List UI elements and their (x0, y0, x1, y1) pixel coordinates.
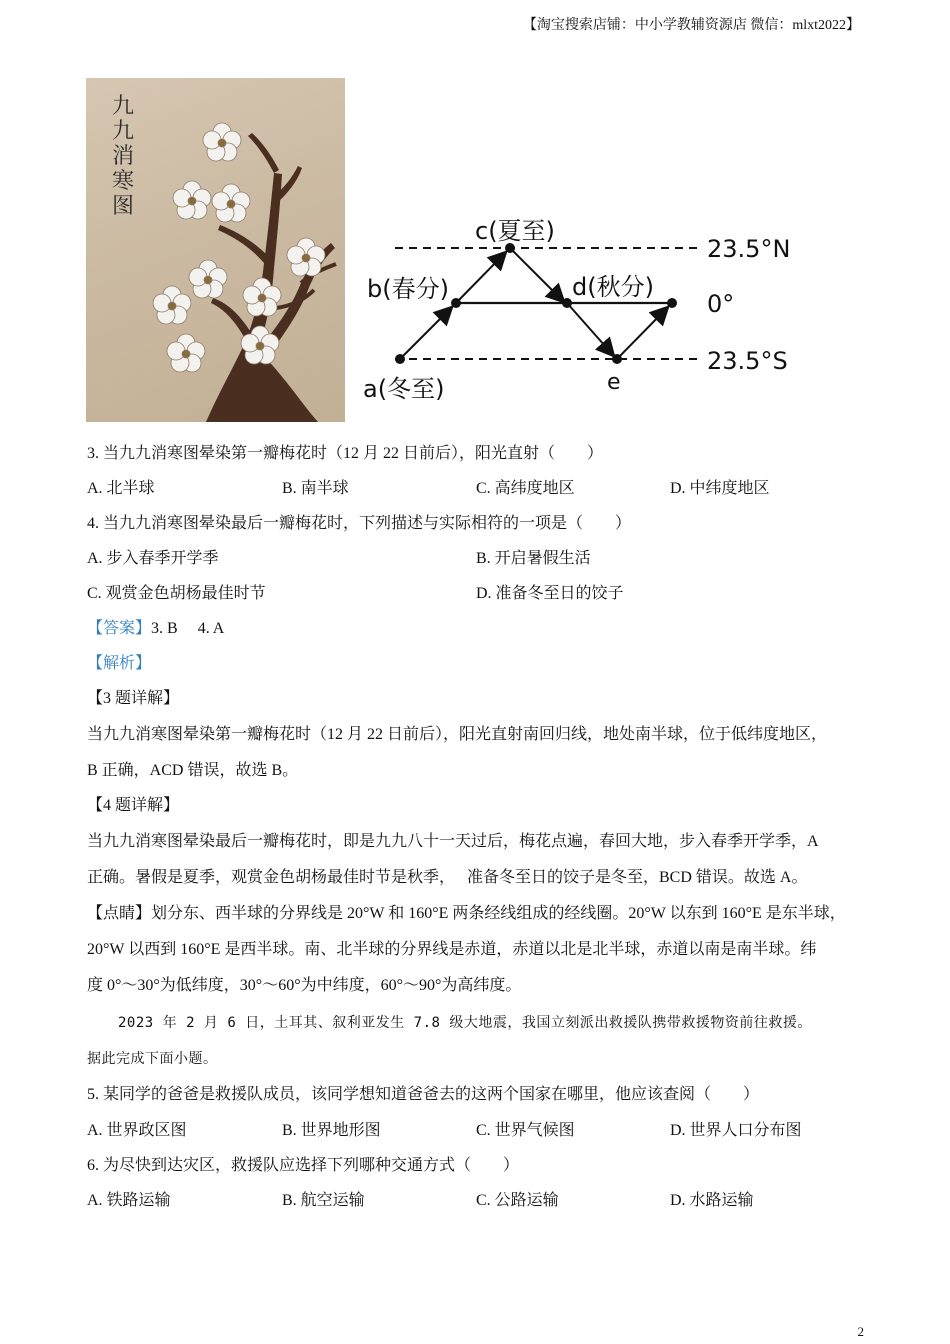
q3-option-b: B. 南半球 (282, 480, 349, 497)
detail3-line-1: 当九九消寒图晕染第一瓣梅花时（12 月 22 日前后），阳光直射南回归线，地处南半球，位于低纬度地区， (87, 726, 828, 743)
passage-line-2: 据此完成下面小题。 (87, 1051, 218, 1067)
q5-option-d: D. 世界人口分布图 (670, 1122, 802, 1139)
q6-option-b: B. 航空运输 (282, 1192, 365, 1209)
q5-option-a: A. 世界政区图 (87, 1122, 187, 1139)
answer-line (87, 615, 224, 638)
q6-stem: 6. 为尽快到达灾区，救援队应选择下列哪种交通方式（ ） (87, 1157, 520, 1174)
q3-option-c: C. 高纬度地区 (476, 480, 575, 497)
point-a (395, 354, 405, 364)
detail4-line-2: 正确。暑假是夏季，观赏金色胡杨最佳时节是秋季， 准备冬至日的饺子是冬至，BCD 错误。故选 A。 (87, 869, 808, 886)
q3-option-d: D. 中纬度地区 (670, 480, 770, 497)
detail4-line-1: 当九九消寒图晕染最后一瓣梅花时，即是九九八十一天过后，梅花点遍，春回大地，步入春季开学季，A (87, 833, 819, 850)
q4-option-b: B. 开启暑假生活 (476, 550, 591, 567)
tip-text-1: 划分东、西半球的分界线是 20°W 和 160°E 两条经线组成的经线圈。20°W 以东到 160°E 是东半球， (151, 905, 846, 922)
q6-option-a: A. 铁路运输 (87, 1192, 171, 1209)
label-equator: 0° (707, 290, 735, 318)
q4-option-a: A. 步入春季开学季 (87, 550, 219, 567)
label-c: c(夏至) (475, 217, 555, 245)
subsolar-point-diagram (355, 205, 815, 415)
answer-tag: 【答案】 (87, 620, 152, 637)
q5-stem: 5. 某同学的爸爸是救援队成员，该同学想知道爸爸去的这两个国家在哪里，他应该查阅（ ） (87, 1086, 760, 1103)
point-d (562, 298, 572, 308)
q5-option-b: B. 世界地形图 (282, 1122, 381, 1139)
q6-option-c: C. 公路运输 (476, 1192, 559, 1209)
q3-stem: 3. 当九九消寒图晕染第一瓣梅花时（12 月 22 日前后），阳光直射（ ） (87, 445, 604, 462)
tip-line-3: 度 0°～30°为低纬度，30°～60°为中纬度，60°～90°为高纬度。 (87, 977, 522, 994)
point-b (451, 298, 461, 308)
q4-option-d: D. 准备冬至日的饺子 (476, 585, 624, 602)
label-b: b(春分) (367, 275, 449, 303)
label-d: d(秋分) (572, 273, 654, 301)
point-end (667, 298, 677, 308)
q6-option-d: D. 水路运输 (670, 1192, 754, 1209)
page-number: 2 (857, 1324, 864, 1339)
plum-branch-illustration (86, 78, 345, 422)
label-e: e (607, 370, 621, 395)
label-23-5-n: 23.5°N (707, 235, 791, 263)
page-header: 【淘宝搜索店铺：中小学教辅资源店 微信：mlxt2022】 (522, 18, 860, 33)
q4-option-c: C. 观赏金色胡杨最佳时节 (87, 585, 266, 602)
point-e (612, 354, 622, 364)
label-23-5-s: 23.5°S (707, 347, 788, 375)
detail4-tag: 【4 题详解】 (87, 797, 180, 814)
tip-tag: 【点睛】 (87, 905, 152, 922)
nine-nines-winter-painting (86, 78, 345, 422)
tip-line-1 (87, 900, 846, 923)
passage-line-1: 2023 年 2 月 6 日，土耳其、叙利亚发生 7.8 级大地震，我国立刻派出救援队携带救援物资前往救援。 (118, 1015, 812, 1031)
answer-text: 3. B 4. A (151, 620, 225, 637)
analysis-tag: 【解析】 (87, 655, 152, 672)
detail3-line-2: B 正确，ACD 错误，故选 B。 (87, 762, 299, 779)
label-a: a(冬至) (363, 375, 445, 403)
q5-option-c: C. 世界气候图 (476, 1122, 575, 1139)
q3-option-a: A. 北半球 (87, 480, 155, 497)
tip-line-2: 20°W 以西到 160°E 是西半球。南、北半球的分界线是赤道，赤道以北是北半球，赤道以南是南半球。纬 (87, 941, 817, 958)
q4-stem: 4. 当九九消寒图晕染最后一瓣梅花时，下列描述与实际相符的一项是（ ） (87, 515, 632, 532)
detail3-tag: 【3 题详解】 (87, 690, 180, 707)
painting-title: 九九消寒图 (112, 94, 135, 219)
